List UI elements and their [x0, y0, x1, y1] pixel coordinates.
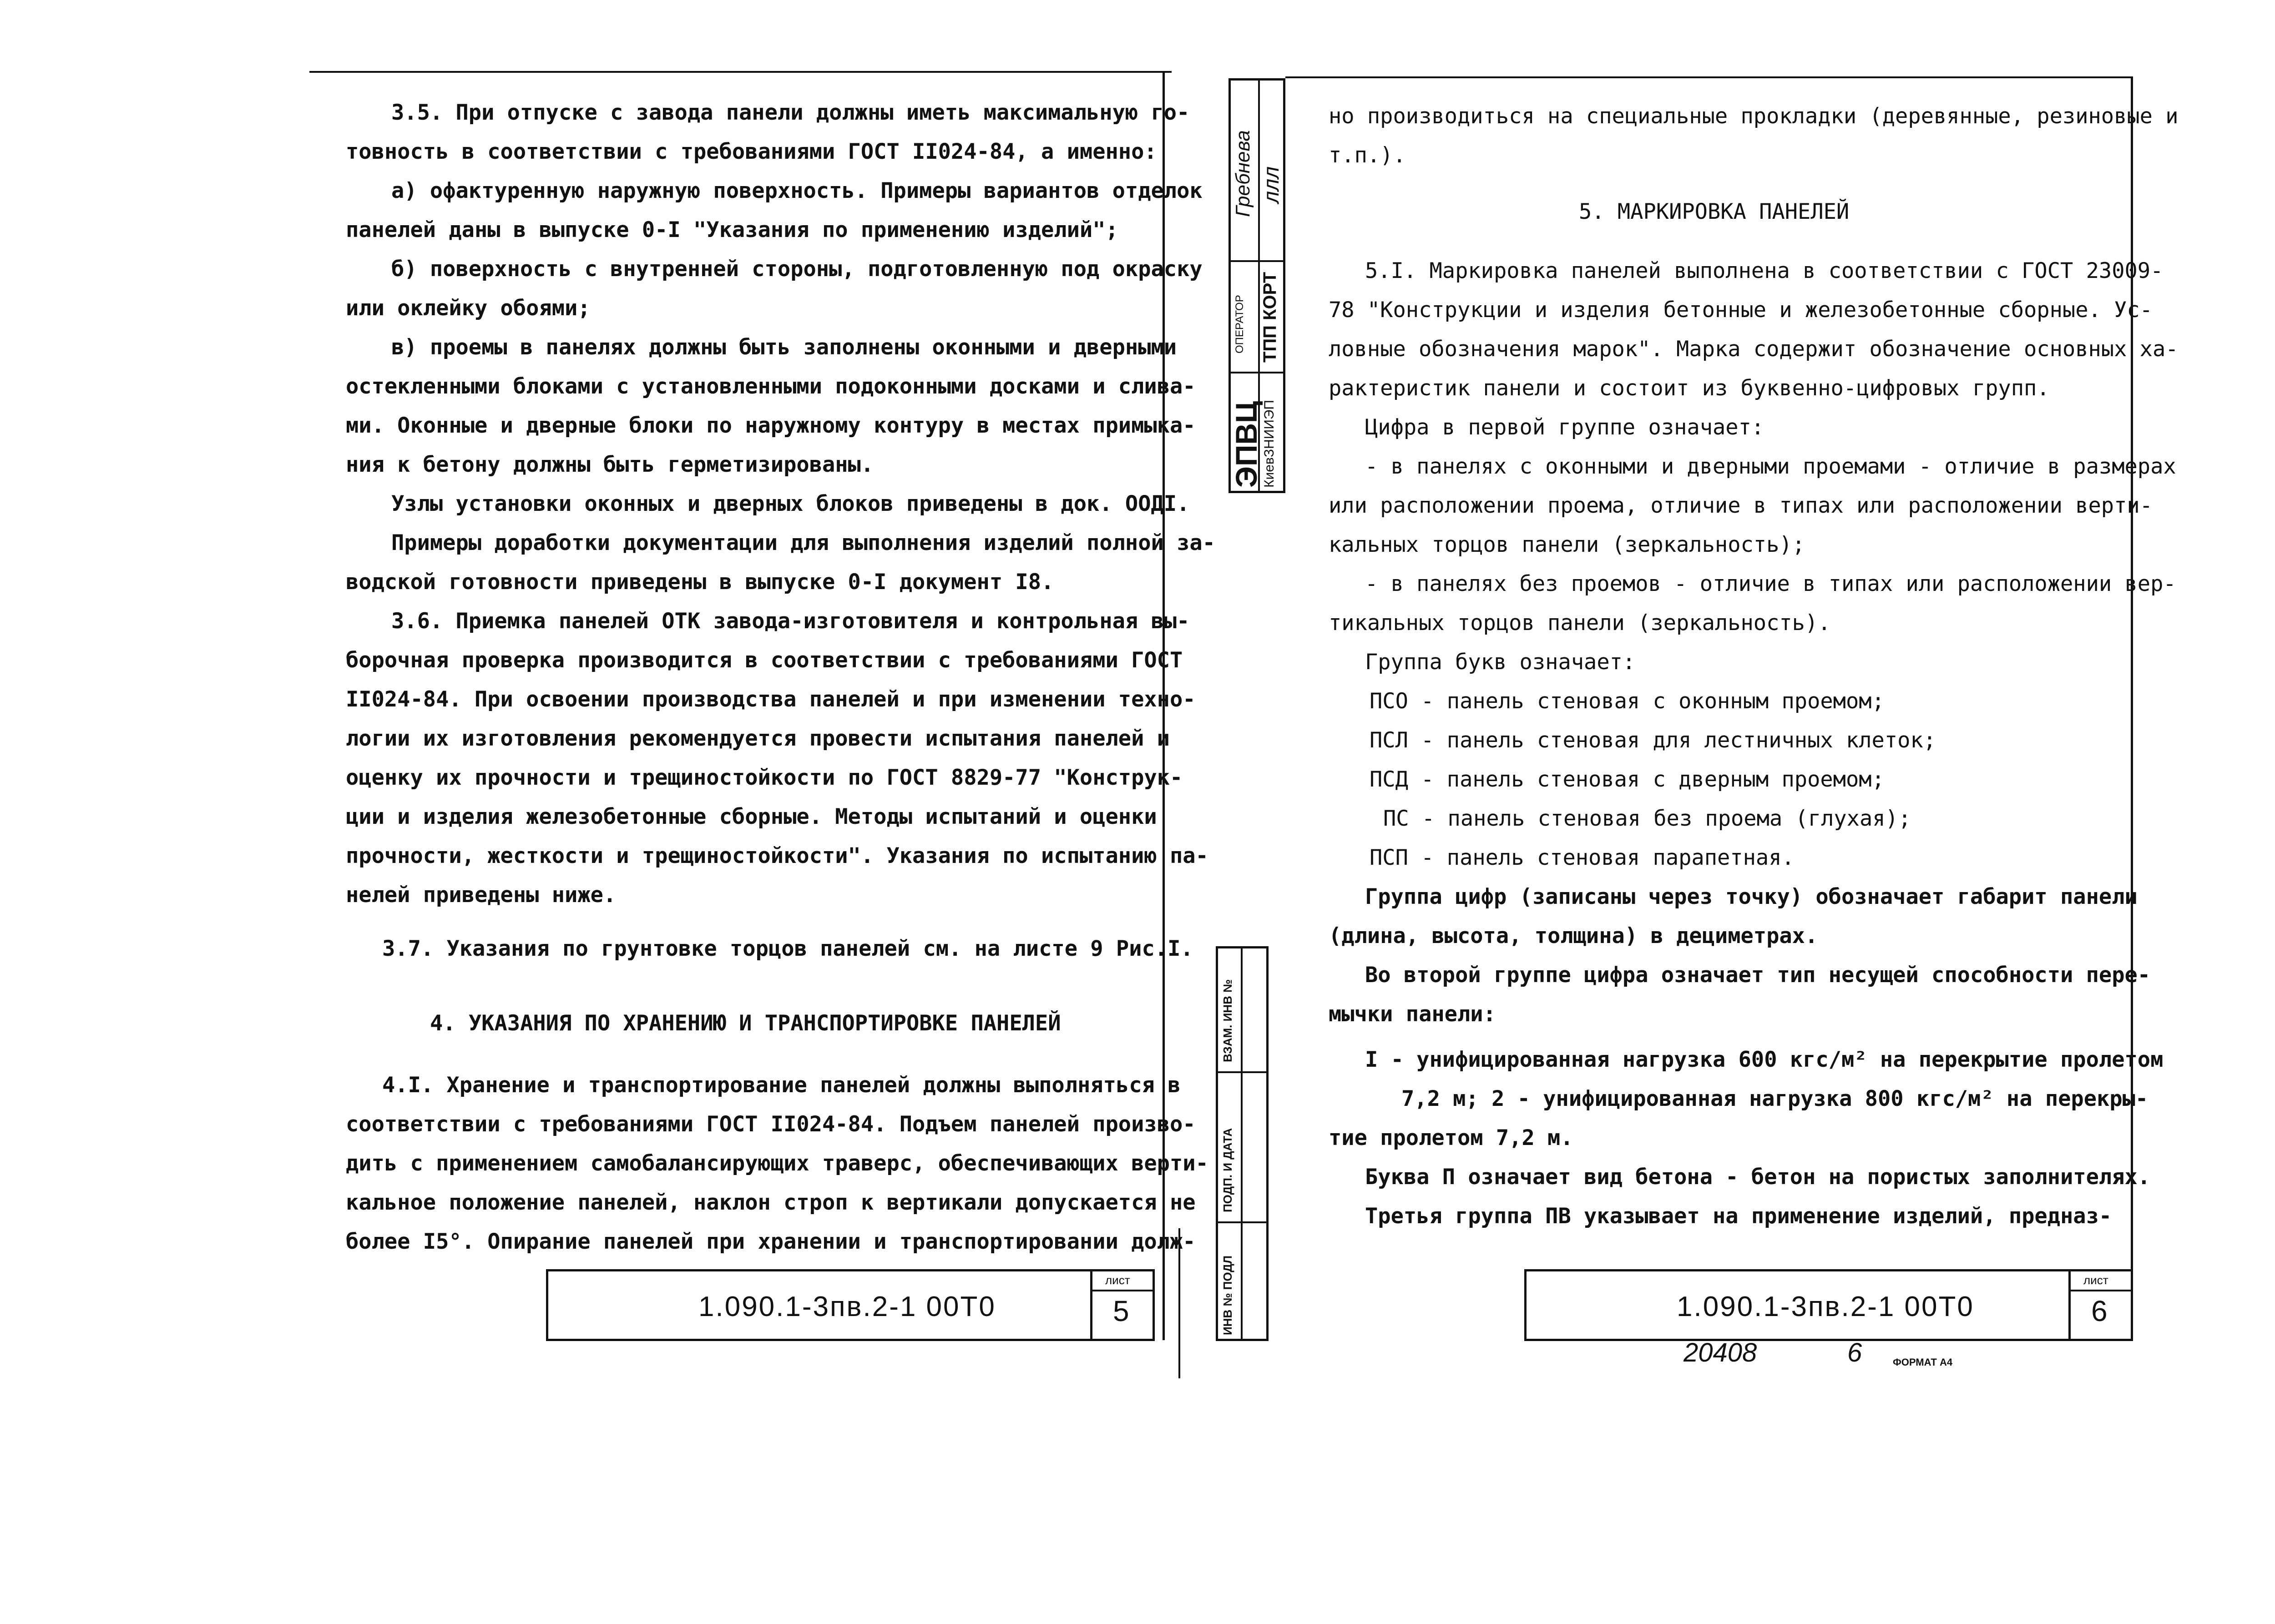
side-divider [1231, 260, 1283, 262]
text-line: или расположении проема, отличие в типах или расположении верти- [1329, 493, 2153, 518]
text-line: кальных торцов панели (зеркальность); [1329, 532, 1805, 557]
text-line: рактеристик панели и состоит из буквенно-цифровых групп. [1329, 376, 2050, 401]
side-stamp-lower [1216, 946, 1269, 1341]
text-line: соответствии с требованиями ГОСТ II024-84. Подъем панелей произво- [346, 1112, 1196, 1137]
section-heading: 5. МАРКИРОВКА ПАНЕЛЕЙ [1579, 199, 1850, 224]
section-heading: 4. УКАЗАНИЯ ПО ХРАНЕНИЮ И ТРАНСПОРТИРОВКЕ ПАНЕЛЕЙ [430, 1011, 1061, 1036]
text-line: Во второй группе цифра означает тип несущей способности пере- [1365, 963, 2151, 988]
text-line: Цифра в первой группе означает: [1365, 415, 1764, 440]
text-line: логии их изготовления рекомендуется провести испытания панелей и [346, 726, 1170, 751]
text-line: или оклейку обоями; [346, 296, 591, 321]
text-line: в) проемы в панелях должны быть заполнены оконными и дверными [391, 335, 1177, 360]
text-line: 7,2 м; 2 - унифицированная нагрузка 800 кгс/м² на перекры- [1401, 1086, 2149, 1111]
text-line: ния к бетону должны быть герметизированы. [346, 452, 874, 477]
text-line: ции и изделия железобетонные сборные. Методы испытаний и оценки [346, 804, 1157, 829]
text-line: Группа цифр (записаны через точку) обозначает габарит панели [1365, 884, 2138, 909]
footer-page-number: 6 [1847, 1338, 1862, 1367]
text-line: 78 "Конструкции и изделия бетонные и железобетонные сборные. Ус- [1329, 298, 2153, 323]
text-line: 5.I. Маркировка панелей выполнена в соответствии с ГОСТ 23009- [1365, 258, 2164, 283]
side-divider [1241, 948, 1243, 1339]
text-line: дить с применением самобалансирующих траверс, обеспечивающих верти- [346, 1151, 1208, 1176]
text-line: 3.7. Указания по грунтовке торцов панелей см. на листе 9 Рис.I. [382, 936, 1193, 961]
operator-value: ТПП КОРТ [1260, 272, 1280, 363]
text-line: I - унифицированная нагрузка 600 кгс/м² на перекрытие пролетом [1365, 1047, 2164, 1072]
sheet-divider [2071, 1290, 2131, 1291]
format-label: ФОРМАТ А4 [1893, 1357, 1953, 1368]
text-line: а) офактуренную наружную поверхность. Примеры вариантов отделок [391, 178, 1203, 203]
sign-date-label: ПОДП. И ДАТА [1221, 1128, 1234, 1212]
org-small: КиевЗНИИЭП [1262, 400, 1277, 488]
text-line: но производиться на специальные прокладки (деревянные, резиновые и [1329, 104, 2179, 129]
text-line: остекленными блоками с установленными подоконными досками и слива- [346, 374, 1196, 399]
archive-number: 20408 [1684, 1338, 1757, 1367]
side-divider [1218, 1221, 1266, 1223]
text-line: панелей даны в выпуске 0-I "Указания по применению изделий"; [346, 217, 1118, 242]
replace-label: ВЗАМ. ИНВ № [1221, 979, 1234, 1062]
text-line: тие пролетом 7,2 м. [1329, 1125, 1573, 1150]
sheet-divider [1092, 1290, 1153, 1291]
right-top-border [1285, 76, 2133, 78]
text-line: ПСО - панель стеновая с оконным проемом; [1370, 689, 1885, 714]
sheet-label: лист [2083, 1273, 2108, 1287]
text-line: Примеры доработки документации для выполнения изделий полной за- [391, 530, 1215, 555]
sheet-cell [1090, 1271, 1153, 1339]
text-line: Узлы установки оконных и дверных блоков приведены в док. ООДI. [391, 491, 1190, 516]
text-line: II024-84. При освоении производства панелей и при изменении техно- [346, 687, 1196, 712]
text-line: ПСЛ - панель стеновая для лестничных клеток; [1370, 728, 1936, 753]
text-line: прочности, жесткости и трещиностойкости". Указания по испытанию па- [346, 843, 1208, 868]
text-line: б) поверхность с внутренней стороны, подготовленную под окраску [391, 257, 1203, 282]
text-line: (длина, высота, толщина) в дециметрах. [1329, 923, 1818, 948]
side-divider [1231, 372, 1283, 373]
org-big: ЭПВЦ [1229, 401, 1263, 488]
sheet-cell [2068, 1271, 2131, 1339]
text-line: 4.I. Хранение и транспортирование панелей должны выполняться в [382, 1073, 1181, 1098]
signature: ллл [1259, 166, 1284, 203]
text-line: тикальных торцов панели (зеркальность). [1329, 610, 1831, 635]
operator-label: ОПЕРАТОР [1234, 295, 1246, 353]
right-title-block [1524, 1269, 2133, 1341]
text-line: 3.6. Приемка панелей ОТК завода-изготовителя и контрольная вы- [391, 609, 1190, 634]
text-line: ПСД - панель стеновая с дверным проемом; [1370, 767, 1885, 792]
sheet-number: 5 [1113, 1295, 1129, 1327]
side-stamp-upper [1228, 78, 1285, 493]
name-handwritten: Гребнева [1232, 130, 1254, 217]
sheet-label: лист [1105, 1273, 1130, 1287]
text-line: более I5°. Опирание панелей при хранении и транспортировании долж- [346, 1229, 1196, 1254]
text-line: 3.5. При отпуске с завода панели должны иметь максимальную го- [391, 100, 1190, 125]
left-title-block [546, 1269, 1155, 1341]
text-line: Третья группа ПВ указывает на применение изделий, предназ- [1365, 1204, 2112, 1229]
text-line: ПСП - панель стеновая парапетная. [1370, 845, 1795, 870]
text-line: оценку их прочности и трещиностойкости по ГОСТ 8829-77 "Конструк- [346, 765, 1183, 790]
text-line: водской готовности приведены в выпуске 0-I документ I8. [346, 570, 1054, 595]
doc-code: 1.090.1-3пв.2-1 00Т0 [1677, 1291, 1974, 1322]
inv-label: ИНВ № ПОДЛ [1221, 1255, 1234, 1335]
side-divider [1218, 1071, 1266, 1073]
text-line: борочная проверка производится в соответствии с требованиями ГОСТ [346, 648, 1183, 673]
text-line: кальное положение панелей, наклон строп к вертикали допускается не [346, 1190, 1196, 1215]
text-line: - в панелях без проемов - отличие в типах или расположении вер- [1365, 571, 2176, 596]
text-line: Буква П означает вид бетона - бетон на пористых заполнителях. [1365, 1165, 2151, 1190]
text-line: мычки панели: [1329, 1002, 1496, 1027]
sheet-number: 6 [2091, 1295, 2108, 1327]
doc-code: 1.090.1-3пв.2-1 00Т0 [698, 1291, 996, 1322]
text-line: ловные обозначения марок". Марка содержит обозначение основных ха- [1329, 337, 2179, 362]
text-line: ми. Оконные и дверные блоки по наружному контуру в местах примыка- [346, 413, 1196, 438]
text-line: ПС - панель стеновая без проема (глухая); [1383, 806, 1911, 831]
text-line: т.п.). [1329, 143, 1406, 168]
left-top-border [309, 71, 1172, 73]
text-line: - в панелях с оконными и дверными проемами - отличие в размерах [1365, 454, 2176, 479]
text-line: товность в соответствии с требованиями ГОСТ II024-84, а именно: [346, 139, 1157, 164]
text-line: нелей приведены ниже. [346, 883, 617, 908]
text-line: Группа букв означает: [1365, 650, 1636, 675]
